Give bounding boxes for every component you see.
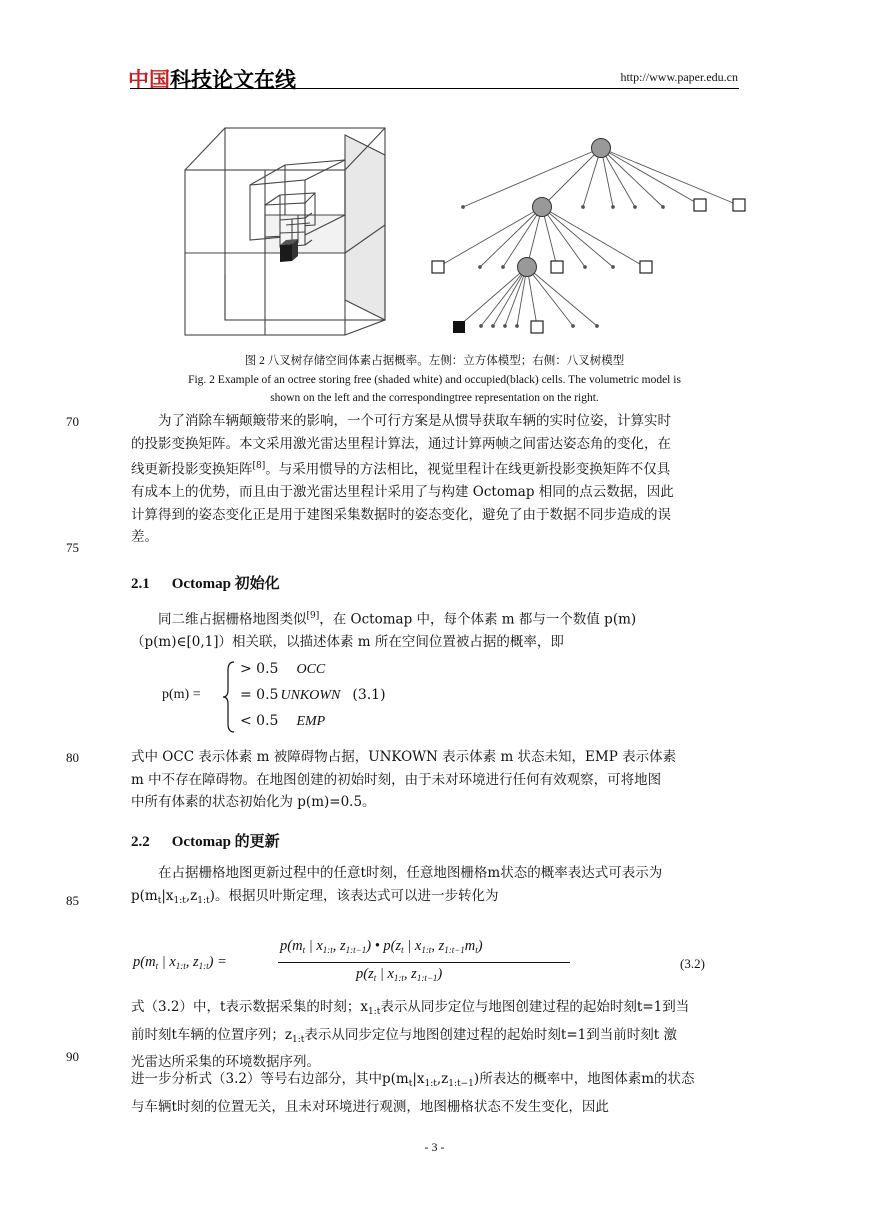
octree-cube-figure (180, 125, 390, 340)
octree-tree-figure (425, 135, 755, 340)
figure-caption-cn: 图 2 八叉树存储空间体素占据概率。左侧：立方体模型；右侧：八叉树模型 (244, 355, 625, 367)
eq-span: | x (305, 938, 323, 954)
eq-span: | x (158, 954, 176, 970)
text-line: 有成本上的优势，而且由于激光雷达里程计采用了与构建 Octomap 相同的点云数据，因此 (131, 484, 674, 500)
eq-span: ) = (208, 954, 227, 970)
eq-span: , z (431, 938, 445, 954)
paragraph-3 (131, 746, 739, 814)
subscript: 1:t (322, 945, 333, 955)
eq32-lhs (133, 954, 227, 971)
text-span: |x (412, 1071, 425, 1087)
text-line: 光雷达所采集的环境数据序列。 (131, 1054, 320, 1070)
eq31-case1-value: > 0.5 (240, 661, 279, 677)
eq31-case3 (240, 713, 325, 730)
figure-caption-en-2: shown on the left and the correspondingtree representation on the right. (270, 392, 599, 404)
eq-span: | x (376, 966, 394, 982)
eq32-number: (3.2) (680, 956, 705, 971)
eq-span: , z (185, 954, 199, 970)
citation-ref[interactable]: [9] (306, 611, 320, 621)
text-line: 式中 OCC 表示体素 m 被障碍物占据，UNKOWN 表示体素 m 状态未知，EMP 表示体素 (131, 749, 677, 765)
eq31-case2-label: UNKOWN (280, 688, 341, 703)
section-number: 2.2 (131, 834, 150, 850)
line-number: 80 (66, 750, 79, 765)
eq-span: ) (477, 938, 483, 954)
subscript: t (373, 973, 377, 983)
text-span: ,z (436, 1071, 449, 1087)
subscript: t (157, 895, 162, 906)
paragraph-6 (131, 1068, 739, 1118)
text-span: 表示从同步定位与地图创建过程的起始时刻t=1到当 (380, 999, 690, 1015)
text-span: ，在 Octomap 中，每个体素 m 都与一个数值 p(m) (319, 611, 637, 628)
text-line (131, 1024, 739, 1052)
text-span: 。与采用惯导的方法相比，视觉里程计在线更新投影变换矩阵不仅具 (265, 461, 671, 478)
eq31-number: (3.1) (352, 687, 386, 703)
text-line: m 中不存在障碍物。在地图创建的初始时刻，由于未对环境进行任何有效观察，可将地图 (131, 771, 662, 788)
text-span: 前时刻t车辆的位置序列；z (131, 1026, 293, 1043)
text-span: 式（3.2）中，t表示数据采集的时刻；x (131, 999, 369, 1015)
eq31-case3-value: < 0.5 (240, 713, 279, 729)
eq32-denominator (356, 966, 442, 983)
section-heading-2-2 (131, 830, 280, 851)
text-line: 计算得到的姿态变化正是用于建图采集数据时的姿态变化，避免了由于数据不同步造成的误 (131, 506, 671, 523)
logo-red-part: 中国 (128, 68, 170, 92)
text-line (131, 455, 739, 481)
text-span: p(m (131, 887, 158, 904)
subscript: 1:t (424, 1079, 437, 1089)
subscript: t (408, 1079, 413, 1089)
text-span: |x (161, 887, 174, 904)
subscript: 1:t (175, 961, 186, 971)
subscript: 1:t (292, 1034, 305, 1045)
text-line: 在占据栅格地图更新过程中的任意t时刻，任意地图栅格m状态的概率表达式可表示为 (158, 865, 663, 881)
paragraph-4 (131, 862, 739, 912)
text-span: )。根据贝叶斯定理，该表达式可以进一步转化为 (209, 887, 499, 904)
eq-span: , z (332, 938, 346, 954)
figure-caption-en-1: Fig. 2 Example of an octree storing free (shaded white) and occupied(black) cells. The volumetric model is (188, 374, 681, 386)
eq-span: p(m (133, 954, 156, 970)
eq-span: p(z (356, 966, 374, 982)
text-span: 表示从同步定位与地图创建过程的起始时刻t=1到当前时刻t 激 (304, 1026, 677, 1043)
page-number: - 3 - (424, 1140, 445, 1154)
logo-black-part: 科技论文在线 (170, 68, 296, 92)
subscript: t (475, 945, 478, 955)
text-span: 同二维占据栅格地图类似 (158, 611, 307, 628)
eq31-case1 (240, 661, 325, 678)
eq32-numerator (280, 938, 483, 955)
eq-span: | x (403, 938, 422, 954)
eq32-fraction-bar (278, 962, 570, 963)
section-number: 2.1 (131, 576, 150, 592)
eq-span: , z (403, 966, 417, 982)
header-url[interactable]: http://www.paper.edu.cn (620, 70, 738, 84)
subscript: 1:t (197, 895, 210, 906)
text-line: 与车辆t时刻的位置无关，且未对环境进行观测，地图栅格状态不发生变化，因此 (131, 1098, 609, 1115)
subscript: 1:t (368, 1007, 381, 1017)
text-line: 中所有体素的状态初始化为 p(m)=0.5。 (131, 794, 376, 810)
citation-ref[interactable]: [8] (252, 461, 266, 471)
subscript: 1:t (198, 961, 209, 971)
header-rule (130, 88, 739, 89)
eq31-case2-value: = 0.5 (240, 687, 279, 703)
eq-span: m (464, 938, 476, 954)
text-line (131, 885, 739, 913)
eq-span: ) • p(z (366, 938, 402, 954)
subscript: 1:t (421, 945, 432, 955)
line-number: 90 (66, 1049, 79, 1064)
text-line: 为了消除车辆颠簸带来的影响，一个可行方案是从惯导获取车辆的实时位姿，计算实时 (158, 413, 671, 429)
eq31-case3-label: EMP (296, 714, 326, 729)
section-title: Octomap 初始化 (171, 576, 280, 592)
text-span: ,z (185, 887, 198, 904)
line-number: 70 (66, 414, 79, 429)
text-line (131, 605, 739, 631)
subscript: t (401, 945, 404, 955)
subscript: 1:t−1 (444, 945, 465, 955)
subscript: 1:t−1 (448, 1079, 474, 1089)
eq31-lhs: p(m) = (162, 687, 201, 702)
journal-logo (128, 64, 296, 94)
eq-span: ) (437, 966, 443, 982)
subscript: t (155, 961, 159, 971)
section-title: Octomap 的更新 (171, 834, 280, 850)
eq-span: p(m (280, 938, 303, 954)
line-number: 75 (66, 540, 79, 555)
subscript: 1:t−1 (345, 945, 367, 955)
paragraph-1 (131, 410, 739, 549)
text-span: 线更新投影变换矩阵 (131, 461, 253, 478)
text-line: 的投影变换矩阵。本文采用激光雷达里程计算法，通过计算两帧之间雷达姿态角的变化，在 (131, 435, 671, 452)
text-line: （p(m)∈[0,1]）相关联，以描述体素 m 所在空间位置被占据的概率，即 (131, 634, 564, 650)
eq31-case2 (240, 687, 386, 704)
eq31-brace (222, 660, 236, 734)
paragraph-2 (131, 605, 739, 654)
subscript: 1:t−1 (416, 973, 438, 983)
subscript: 1:t (393, 973, 404, 983)
text-span: )所表达的概率中，地图体素m的状态 (473, 1071, 695, 1087)
section-heading-2-1 (131, 572, 280, 593)
text-line: 差。 (131, 529, 158, 545)
eq31-case1-label: OCC (296, 662, 326, 677)
subscript: t (302, 945, 306, 955)
subscript: 1:t (173, 895, 186, 906)
text-line (131, 1068, 739, 1096)
text-line (131, 996, 739, 1024)
text-span: 进一步分析式（3.2）等号右边部分，其中p(m (131, 1071, 409, 1087)
line-number: 85 (66, 893, 79, 908)
paragraph-5 (131, 996, 739, 1074)
